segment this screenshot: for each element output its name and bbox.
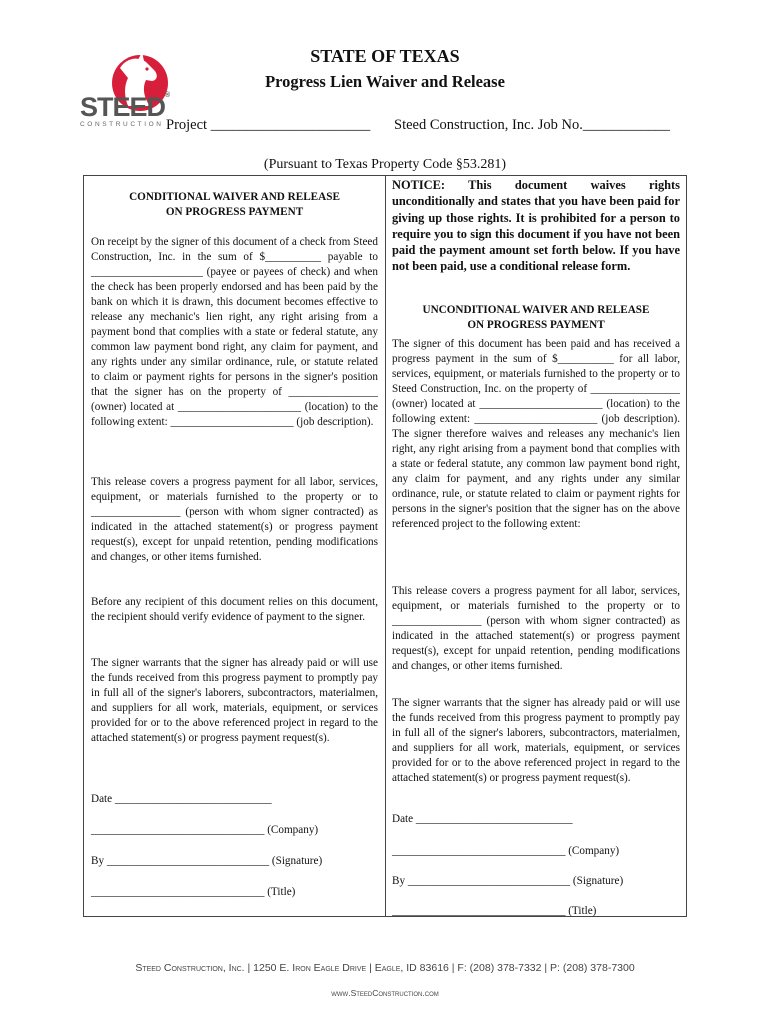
conditional-signature-field: By _____________________________ (Signature) <box>91 855 323 867</box>
unconditional-paragraph-3: The signer warrants that the signer has already paid or will use the funds received from this progress payment to promptly pay in full all of the signer's laborers, subcontractors, materialmen, and suppliers for all work, materials, equipment, or services provided for or to the above referenced project in regard to the attached statement(s) or progress payment request(s). <box>392 697 680 784</box>
document-title: STATE OF TEXAS <box>310 46 460 66</box>
notice-text: NOTICE: This document waives rights unconditionally and states that you have been paid for giving up those rights. It is prohibited for a person to require you to sign this document if you have not been paid the payment amount set forth below. If you have not been paid, use a conditional release form. <box>392 178 680 274</box>
unconditional-heading: UNCONDITIONAL WAIVER AND RELEASE ON PROGRESS PAYMENT <box>422 304 650 331</box>
footer-address: Steed Construction, Inc. | 1250 E. Iron Eagle Drive | Eagle, ID 83616 | F: (208) 378-7332 | P: (208) 378-7300 <box>135 962 635 974</box>
job-number-field: Steed Construction, Inc. Job No.____________ <box>394 117 670 133</box>
project-field: Project ______________________ <box>166 117 371 133</box>
conditional-heading: CONDITIONAL WAIVER AND RELEASE ON PROGRESS PAYMENT <box>129 191 340 218</box>
document-subtitle: Progress Lien Waiver and Release <box>265 72 505 91</box>
unconditional-date-field: Date ____________________________ <box>392 813 573 825</box>
unconditional-paragraph-1: The signer of this document has been paid and has received a progress payment in the sum of $__________ for all labor, services, equipment, or materials furnished to the property or to Steed Construction, Inc. on the property of ________________ (owner) located at ______________________ (location) to the following extent: ______________________ (job description). The signer therefore waives and releases any mechanic's lien right, any right arising from a payment bond that complies with a state or federal statute, any common law payment bond right, any claim for payment, and any rights under any similar ordinance, rule, or statute related to claim or payment rights for persons in the signer's position that the signer has on the above referenced project to the following extent: <box>392 338 680 530</box>
pursuant-statute: (Pursuant to Texas Property Code §53.281) <box>263 157 507 172</box>
conditional-date-field: Date ____________________________ <box>91 793 272 805</box>
logo-subtitle: CONSTRUCTION <box>80 121 164 128</box>
conditional-company-field: _______________________________ (Company) <box>91 824 319 836</box>
footer-website[interactable]: www.SteedConstruction.com <box>331 988 439 998</box>
column-divider <box>385 175 386 917</box>
conditional-paragraph-1: On receipt by the signer of this document of a check from Steed Construction, Inc. in the sum of $__________ payable to ____________________ (payee or payees of check) and when the check has been properly endorsed and has been paid by the bank on which it is drawn, this document becomes effective to release any mechanic's lien right, any right arising from a payment bond that complies with a state or federal statute, any common law payment bond right, any claim for payment, and any rights under any similar ordinance, rule, or statute related to claim or payment rights for persons in the signer's position that the signer has on the property of ________________ (owner) located at ______________________ (location) to the following extent: ______________________ (job description). <box>91 236 378 428</box>
conditional-paragraph-4: The signer warrants that the signer has already paid or will use the funds received from this progress payment to promptly pay in full all of the signer's laborers, subcontractors, materialmen, and suppliers for all work, materials, equipment, or services provided for or to the above referenced project in regard to the attached statement(s) or progress payment request(s). <box>91 657 378 744</box>
conditional-paragraph-2: This release covers a progress payment for all labor, services, equipment, or materials furnished to the property or to ________________ (person with whom signer contracted) as indicated in the attached statement(s) or progress payment request(s), except for unpaid retention, pending modifications and changes, or other items furnished. <box>91 476 378 563</box>
logo-wordmark: STEED® <box>80 92 170 122</box>
conditional-title-field: _______________________________ (Title) <box>91 886 296 898</box>
unconditional-company-field: _______________________________ (Company) <box>392 845 620 857</box>
unconditional-title-field: _______________________________ (Title) <box>392 905 597 917</box>
unconditional-paragraph-2: This release covers a progress payment for all labor, services, equipment, or materials furnished to the property or to ________________ (person with whom signer contracted) as indicated in the attached statement(s) or progress payment request(s), except for unpaid retention, pending modifications and changes, or other items furnished. <box>392 585 680 672</box>
conditional-paragraph-3: Before any recipient of this document relies on this document, the recipient should verify evidence of payment to the signer. <box>91 596 378 623</box>
unconditional-signature-field: By _____________________________ (Signature) <box>392 875 624 887</box>
